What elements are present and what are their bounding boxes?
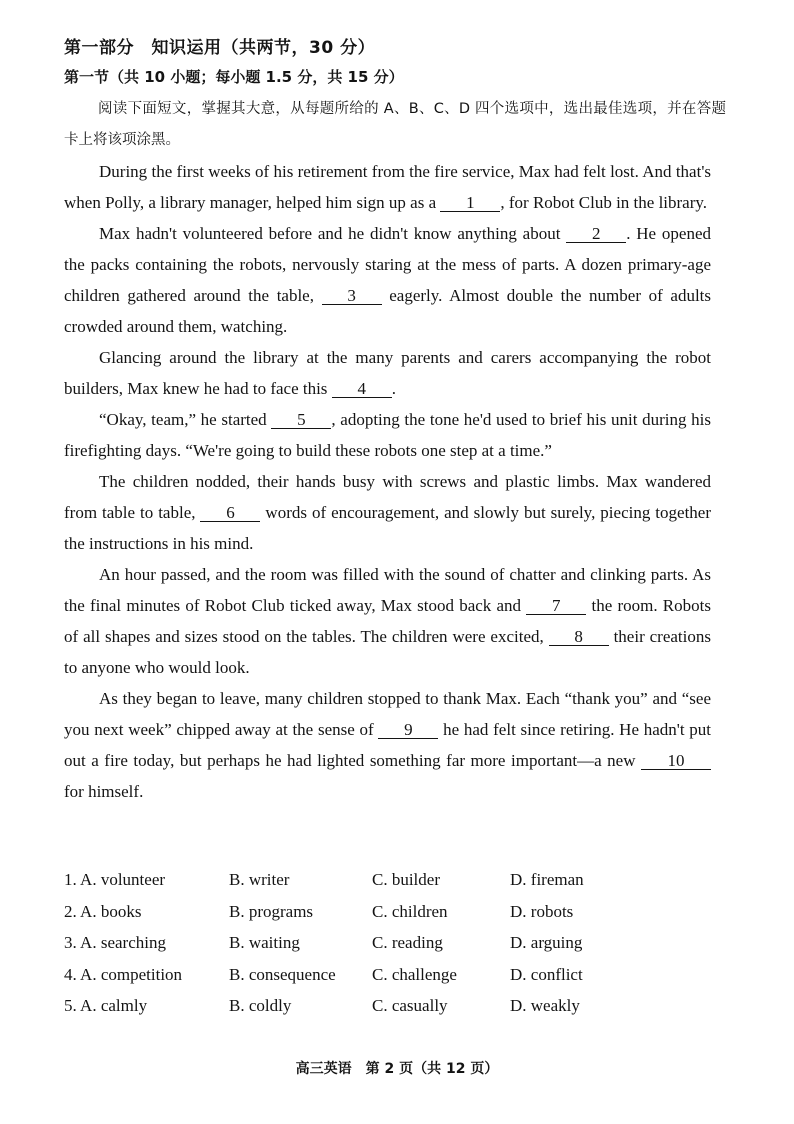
option-d: D. weakly: [510, 996, 580, 1015]
option-a: 2. A. books: [64, 901, 142, 921]
option-c: C. casually: [372, 996, 448, 1015]
paragraph-6: An hour passed, and the room was filled with the sound of chatter and clinking parts. As the final minutes of Robot Club ticked away, Max stood back and 7 the room. Robots of all shapes and sizes stood on the tables. The children were excited, 8 their creations to anyone who would look.: [64, 565, 711, 677]
option-d: D. fireman: [510, 870, 584, 889]
option-c: C. children: [372, 901, 448, 921]
question-row: [64, 870, 724, 902]
blank-9: 9: [378, 722, 438, 739]
option-b: B. writer: [229, 870, 290, 889]
blank-3: 3: [322, 288, 382, 305]
question-row: [64, 965, 724, 997]
part-title: 第一部分 知识运用（共两节，30 分）: [64, 38, 376, 58]
blank-7: 7: [526, 598, 586, 615]
paragraph-5: The children nodded, their hands busy with screws and plastic limbs. Max wandered from table to table, 6 words of encouragement, and slowly but surely, piecing together the instructions in his mind.: [64, 472, 711, 553]
option-b: B. coldly: [229, 996, 292, 1015]
option-a: 3. A. searching: [64, 933, 166, 952]
option-b: B. waiting: [229, 933, 300, 952]
answer-options: [64, 870, 724, 1028]
option-d: D. arguing: [510, 933, 583, 952]
blank-4: 4: [332, 381, 392, 398]
blank-8: 8: [549, 629, 609, 646]
question-row: [64, 902, 724, 934]
cloze-passage: [64, 156, 711, 807]
paragraph-4: “Okay, team,” he started 5 , adopting the tone he'd used to brief his unit during his firefighting days. “We're going to build these robots one step at a time.”: [64, 410, 711, 460]
option-d: D. conflict: [510, 964, 583, 984]
blank-6: 6: [200, 505, 260, 522]
option-b: B. consequence: [229, 964, 336, 984]
paragraph-7: As they began to leave, many children stopped to thank Max. Each “thank you” and “see you next week” chipped away at the sense of 9 he had felt since retiring. He hadn't put out a fire today, but perhaps he had lighted something far more important—a new 10 for himself.: [64, 689, 712, 801]
question-row: [64, 996, 724, 1028]
option-a: 5. A. calmly: [64, 996, 148, 1015]
option-c: C. reading: [372, 933, 443, 952]
paragraph-3: Glancing around the library at the many parents and carers accompanying the robot builders, Max knew he had to face this 4 .: [64, 348, 711, 398]
option-d: D. robots: [510, 901, 574, 921]
option-c: C. challenge: [372, 964, 457, 984]
blank-5: 5: [271, 412, 331, 429]
instructions: 阅读下面短文，掌握其大意，从每题所给的 A、B、C、D 四个选项中，选出最佳选项，并在答题卡上将该项涂黑。: [64, 101, 726, 148]
page-footer: 高三英语 第 2 页（共 12 页）: [295, 1061, 499, 1077]
option-b: B. programs: [229, 901, 314, 921]
section-title: 第一节（共 10 小题；每小题 1.5 分，共 15 分）: [64, 68, 404, 86]
blank-1: 1: [440, 195, 500, 212]
option-a: 1. A. volunteer: [64, 870, 166, 889]
paragraph-1: During the first weeks of his retirement from the fire service, Max had felt lost. And that's when Polly, a library manager, helped him sign up as a 1 , for Robot Club in the library.: [64, 162, 711, 212]
blank-2: 2: [566, 226, 626, 243]
paragraph-2: Max hadn't volunteered before and he didn't know anything about 2 . He opened the packs containing the robots, nervously staring at the mess of parts. A dozen primary-age children gathered around the table, 3 eagerly. Almost double the number of adults crowded around them, watching.: [64, 224, 712, 336]
blank-10: 10: [641, 753, 711, 770]
question-row: [64, 933, 724, 965]
option-a: 4. A. competition: [64, 964, 183, 984]
option-c: C. builder: [372, 870, 440, 889]
